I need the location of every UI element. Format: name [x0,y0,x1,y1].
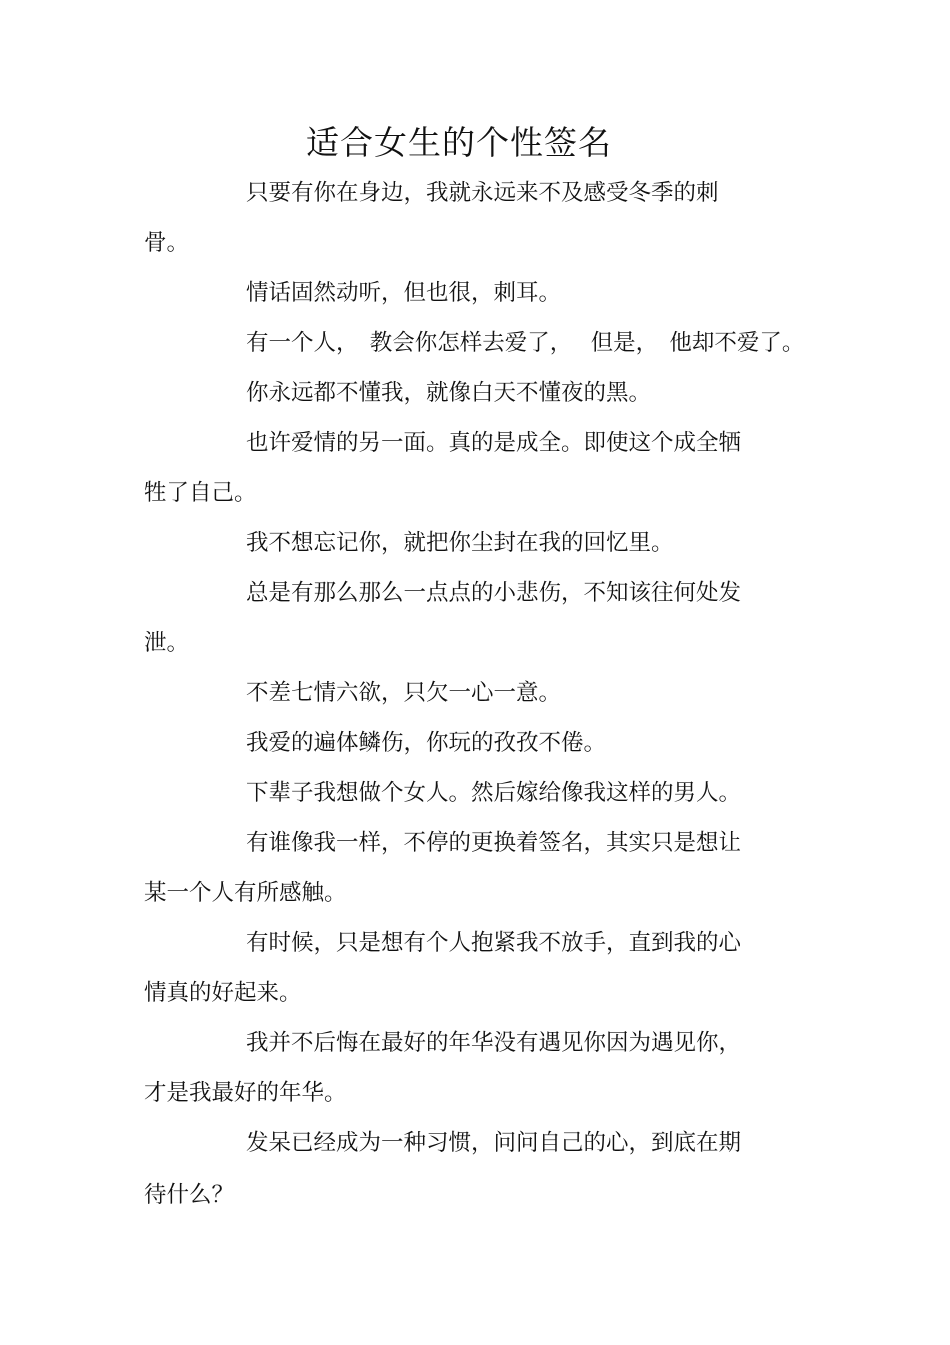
text-line-1: 只要有你在身边，我就永远来不及感受冬季的刺 [246,180,719,206]
text-line-8: 我不想忘记你，就把你尘封在我的回忆里。 [246,530,674,556]
text-line-11: 不差七情六欲，只欠一心一意。 [246,680,562,706]
text-line-4: 有一个人， 教会你怎样去爱了， 但是， 他却不爱了。 [246,330,805,356]
text-line-5: 你永远都不懂我，就像白天不懂夜的黑。 [246,380,652,406]
text-line-12: 我爱的遍体鳞伤，你玩的孜孜不倦。 [246,730,607,756]
text-line-7: 牲了自己。 [144,480,257,506]
text-line-19: 才是我最好的年华。 [144,1080,347,1106]
text-line-3: 情话固然动听，但也很，刺耳。 [246,280,562,306]
text-line-21: 待什么？ [144,1182,235,1208]
document-title: 适合女生的个性签名 [306,123,612,162]
text-line-17: 情真的好起来。 [144,980,302,1006]
text-line-10: 泄。 [144,630,190,656]
text-line-14: 有谁像我一样，不停的更换着签名，其实只是想让 [246,830,742,856]
text-line-2: 骨。 [144,230,190,256]
text-line-15: 某一个人有所感触。 [144,880,347,906]
text-line-9: 总是有那么那么一点点的小悲伤，不知该往何处发 [246,580,742,606]
text-line-18: 我并不后悔在最好的年华没有遇见你因为遇见你， [246,1030,742,1056]
text-line-16: 有时候，只是想有个人抱紧我不放手，直到我的心 [246,930,742,956]
text-line-13: 下辈子我想做个女人。然后嫁给像我这样的男人。 [246,780,742,806]
text-line-6: 也许爱情的另一面。真的是成全。即使这个成全牺 [246,430,742,456]
text-line-20: 发呆已经成为一种习惯，问问自己的心，到底在期 [246,1130,742,1156]
